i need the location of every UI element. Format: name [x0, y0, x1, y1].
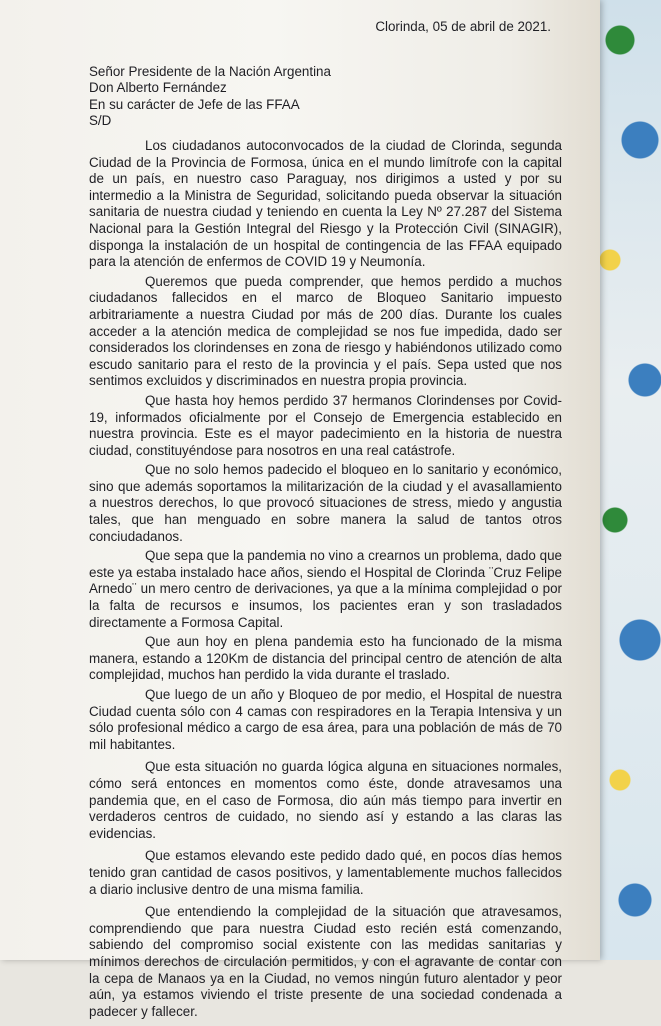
- recipient-block: [89, 64, 331, 130]
- recipient-line: Don Alberto Fernández: [89, 80, 227, 96]
- paragraph: Que no solo hemos padecido el bloqueo en lo sanitario y económico, sino que además soportamos la militarización de la ciudad y el avasallamiento a nuestros derechos, lo que provocó situaciones de stress, miedo y angustia tales, que han menguado en sobre manera la salud de tantos otros conciudadanos.: [89, 462, 562, 544]
- paragraph: Que sepa que la pandemia no vino a crearnos un problema, dado que este ya estaba instalado hace años, siendo el Hospital de Clorinda ¨Cruz Felipe Arnedo¨ un mero centro de derivaciones, ya que a la mínima complejidad o por la falta de recursos e insumos, los pacientes eran y son trasladados directamente a Formosa Capital.: [89, 548, 562, 630]
- paragraph: Los ciudadanos autoconvocados de la ciudad de Clorinda, segunda Ciudad de la Provincia de Formosa, única en el mundo limítrofe con la capital de un país, en nuestro caso Paraguay, nos dirigimos a usted y por su intermedio a la Ministra de Seguridad, solicitando pueda observar la situación sanitaria de nuestra ciudad y teniendo en cuenta la Ley Nº 27.287 del Sistema Nacional para la Gestión Integral del Riesgo y la Protección Civil (SINAGIR), disponga la instalación de un hospital de contingencia de las FFAA equipado para la atención de enfermos de COVID 19 y Neumonía.: [89, 138, 562, 270]
- paragraph: Que hasta hoy hemos perdido 37 hermanos Clorindenses por Covid-19, informados oficialmente por el Consejo de Emergencia establecido en nuestra provincia. Este es el mayor padecimiento en la historia de nuestra ciudad, constituyéndose para nosotros en una real catástrofe.: [89, 392, 562, 458]
- paragraph: Que esta situación no guarda lógica alguna en situaciones normales, cómo será entonces en momentos como éste, donde atravesamos una pandemia que, en el caso de Formosa, dio aún más tiempo para invertir en verdaderos centros de cuidado, no siendo así y estando a las claras las evidencias.: [89, 759, 562, 841]
- letter-date: Clorinda, 05 de abril de 2021.: [375, 19, 551, 34]
- paragraph: Que entendiendo la complejidad de la situación que atravesamos, comprendiendo que para nuestra Ciudad esto recién está comenzando, sabiendo del compromiso social existente con las medidas sanitarias y mínimos derechos de circulación permitidos, y con el agravante de contar con la cepa de Manaos ya en la Ciudad, no vemos ningún futuro alentador y peor aún, ya estamos viviendo el triste presente de una sociedad condenada a padecer y fallecer.: [89, 904, 562, 1019]
- paragraph: Que luego de un año y Bloqueo de por medio, el Hospital de nuestra Ciudad cuenta sólo con 4 camas con respiradores en la Terapia Intensiva y un sólo profesional médico a cargo de esa área, para una población de más de 70 mil habitantes.: [89, 687, 562, 752]
- recipient-line: S/D: [89, 113, 112, 129]
- letter-body: [89, 138, 562, 1026]
- background-fabric: [590, 0, 661, 960]
- paragraph: Que aun hoy en plena pandemia esto ha funcionado de la misma manera, estando a 120Km de distancia del principal centro de atención de alta complejidad, muchos han perdido la vida durante el traslado.: [89, 634, 562, 683]
- recipient-line: En su carácter de Jefe de las FFAA: [89, 96, 300, 112]
- recipient-line: Señor Presidente de la Nación Argentina: [89, 64, 331, 79]
- paragraph: Queremos que pueda comprender, que hemos perdido a muchos ciudadanos fallecidos en el marco de Bloqueo Sanitario impuesto arbitrariamente a nuestra Ciudad por más de 200 días. Durante los cuales acceder a la atención medica de complejidad se nos fue impedida, dado ser considerados los clorindenses en zona de riesgo y habiéndonos utilizado como escudo sanitario para el resto de la provincia y el país. Sepa usted que nos sentimos excluidos y discriminados en nuestra propia provincia.: [89, 273, 562, 389]
- paragraph: Que estamos elevando este pedido dado qué, en pocos días hemos tenido gran cantidad de casos positivos, y lamentablemente muchos fallecidos a diario inclusive dentro de una misma familia.: [89, 848, 562, 897]
